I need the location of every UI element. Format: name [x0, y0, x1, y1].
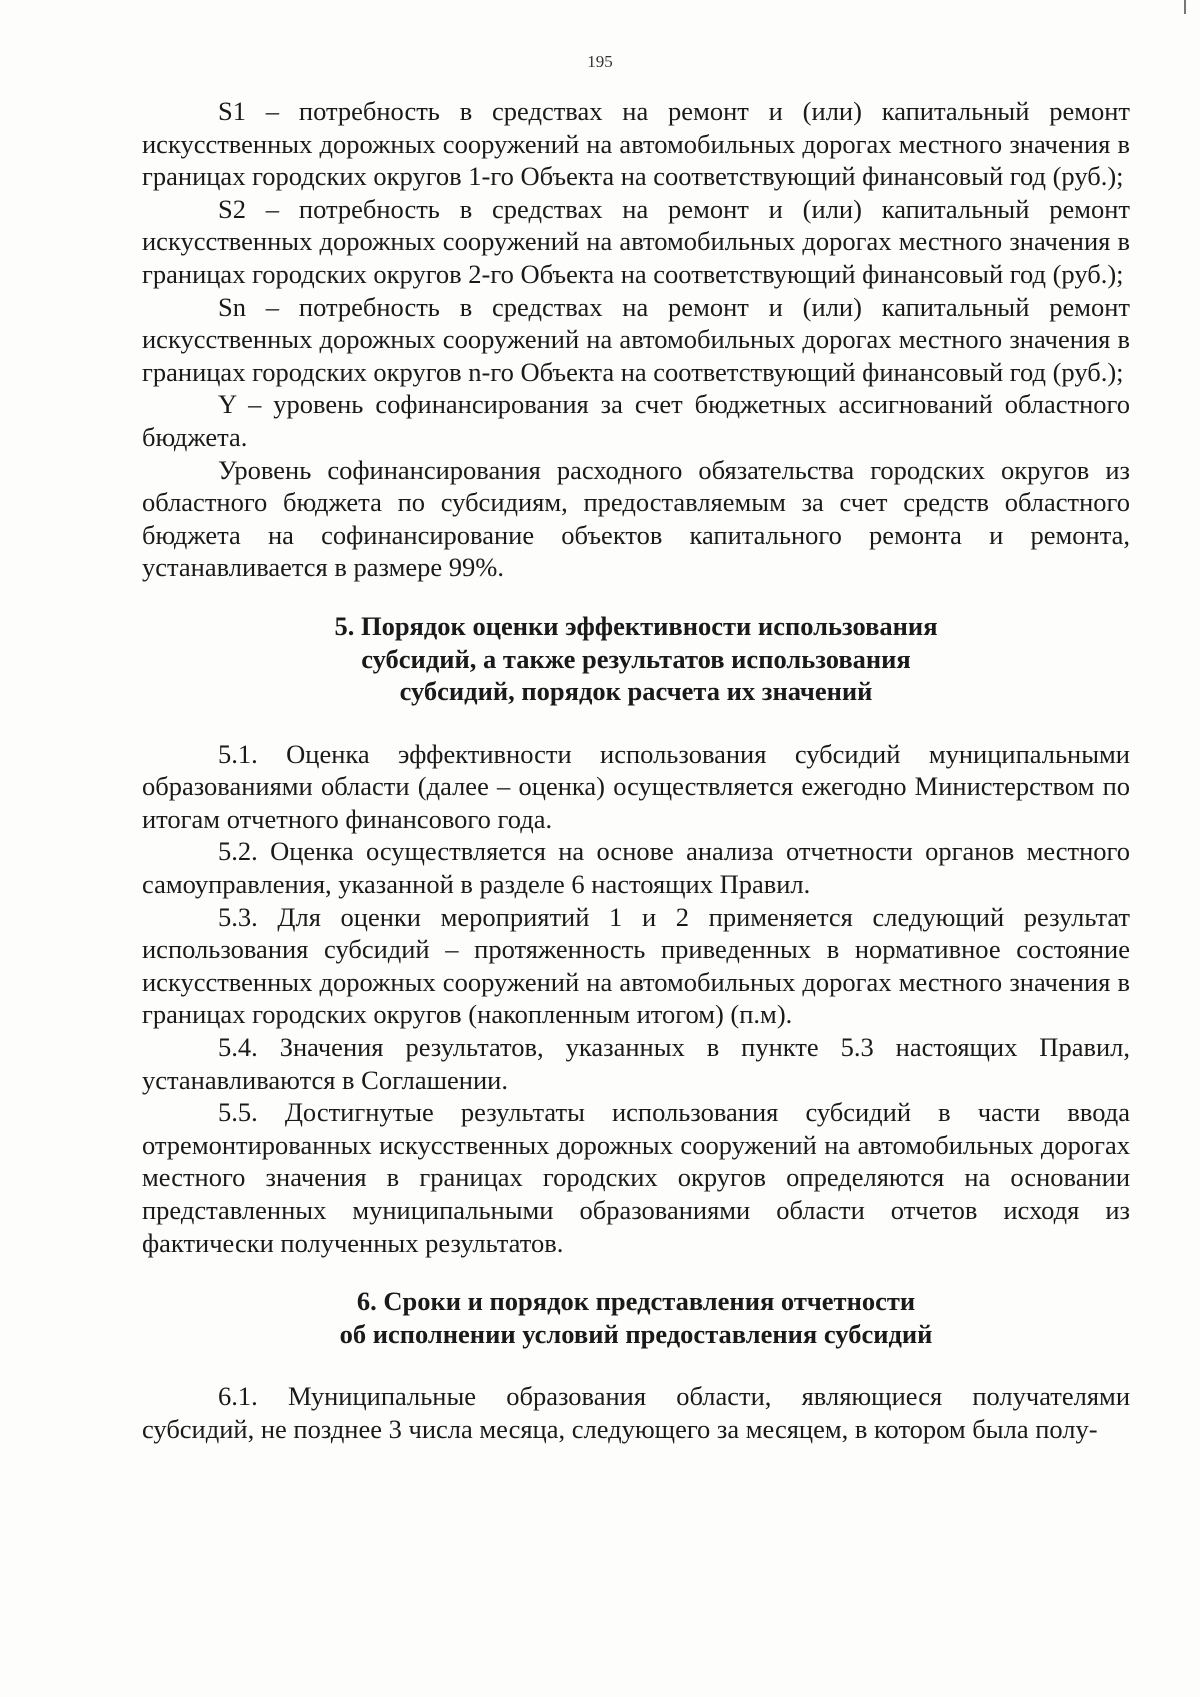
paragraph-s2: S2 – потребность в средствах на ремонт и (или) капитальный ремонт искусственных дорожных сооружений на автомобильных дорогах местного значения в границах городских округов 2-го Объекта на соответствующий финансовый год (руб.); — [142, 193, 1130, 289]
paragraph-s1: S1 – потребность в средствах на ремонт и (или) капитальный ремонт искусственных дорожных сооружений на автомобильных дорогах местного значения в границах городских округов 1-го Объекта на соответствующий финансовый год (руб.); — [142, 96, 1130, 192]
paragraph-y: Y – уровень софинансирования за счет бюджетных ассигнований областного бюджета. — [142, 389, 1130, 452]
paragraph-5-4: 5.4. Значения результатов, указанных в пункте 5.3 настоящих Правил, устанавливаются в Соглашении. — [142, 1032, 1130, 1095]
section-6-heading-line: об исполнении условий предоставления субсидий — [339, 1318, 933, 1349]
section-5-heading — [142, 610, 1130, 708]
paragraph-5-3: 5.3. Для оценки мероприятий 1 и 2 применяется следующий результат использования субсидий – протяженность приведенных в нормативное состояние искусственных дорожных сооружений на автомобильных дорогах местного значения в границах городских округов (накопленным итогом) (п.м). — [142, 901, 1130, 1030]
paragraph-5-1: 5.1. Оценка эффективности использования субсидий муниципальными образованиями области (далее – оценка) осуществляется ежегодно Министерством по итогам отчетного финансового года. — [142, 738, 1130, 834]
section-6-heading — [142, 1285, 1130, 1350]
paragraph-cofinancing-level: Уровень софинансирования расходного обязательства городских округов из областного бюджета по субсидиям, предоставляемым за счет средств областного бюджета на софинансирование объектов капитального ремонта и ремонта, устанавливается в размере 99%. — [142, 454, 1130, 583]
document-body — [142, 95, 1130, 1446]
paragraph-sn: Sn – потребность в средствах на ремонт и (или) капитальный ремонт искусственных дорожных сооружений на автомобильных дорогах местного значения в границах городских округов n-го Объекта на соответствующий финансовый год (руб.); — [142, 291, 1130, 387]
section-6-heading-line: 6. Сроки и порядок представления отчетности — [356, 1286, 916, 1317]
paragraph-6-1: 6.1. Муниципальные образования области, являющиеся получателями субсидий, не позднее 3 числа месяца, следующего за месяцем, в котором была полу- — [142, 1381, 1130, 1444]
section-5-heading-line: 5. Порядок оценки эффективности использования — [334, 610, 938, 641]
paragraph-5-5: 5.5. Достигнутые результаты использования субсидий в части ввода отремонтированных искусственных дорожных сооружений на автомобильных дорогах местного значения в границах городских округов определяются на основании представленных муниципальными образованиями области отчетов исходя из фактически полученных результатов. — [142, 1097, 1130, 1258]
page-number: 195 — [587, 52, 613, 71]
scan-edge-mark — [1184, 0, 1186, 14]
section-5-heading-line: субсидий, а также результатов использования — [361, 643, 911, 674]
section-5-heading-line: субсидий, порядок расчета их значений — [399, 676, 873, 707]
paragraph-5-2: 5.2. Оценка осуществляется на основе анализа отчетности органов местного самоуправления, указанной в разделе 6 настоящих Правил. — [142, 836, 1130, 900]
